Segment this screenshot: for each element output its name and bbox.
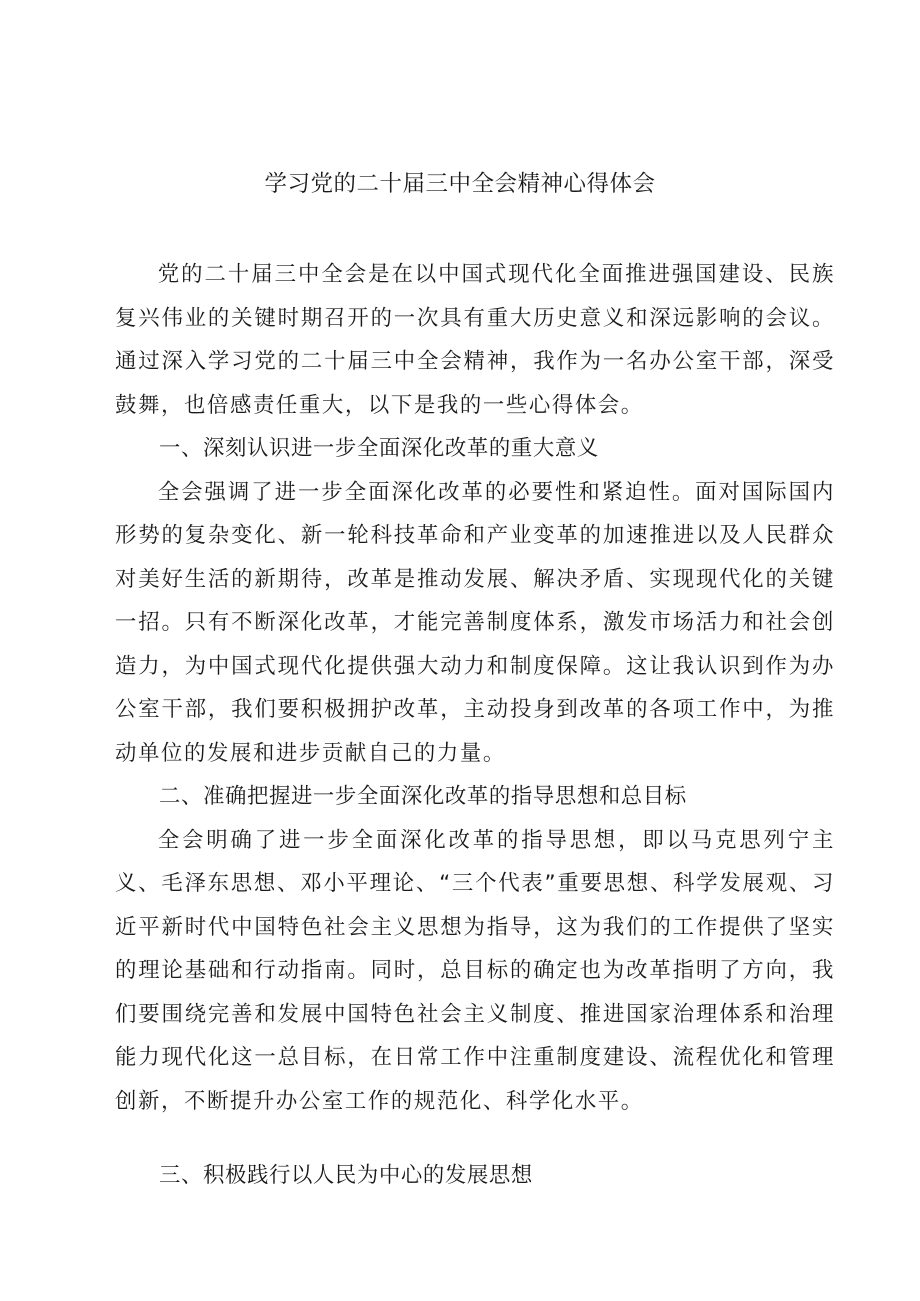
- document-body: [115, 253, 835, 1198]
- section-paragraph-1: 全会强调了进一步全面深化改革的必要性和紧迫性。面对国际国内形势的复杂变化、新一轮科技革命和产业变革的加速推进以及人民群众对美好生活的新期待，改革是推动发展、解决矛盾、实现现代化的关键一招。只有不断深化改革，才能完善制度体系，激发市场活力和社会创造力，为中国式现代化提供强大动力和制度保障。这让我认识到作为办公室干部，我们要积极拥护改革，主动投身到改革的各项工作中，为推动单位的发展和进步贡献自己的力量。: [115, 479, 835, 766]
- section-paragraph-2: 全会明确了进一步全面深化改革的指导思想，即以马克思列宁主义、毛泽东思想、邓小平理论、“三个代表”重要思想、科学发展观、习近平新时代中国特色社会主义思想为指导，这为我们的工作提供了坚实的理论基础和行动指南。同时，总目标的确定也为改革指明了方向，我们要围绕完善和发展中国特色社会主义制度、推进国家治理体系和治理能力现代化这一总目标，在日常工作中注重制度建设、流程优化和管理创新，不断提升办公室工作的规范化、科学化水平。: [115, 827, 835, 1114]
- section-heading-3: 三、积极践行以人民为中心的发展思想: [159, 1163, 533, 1188]
- section-heading-2: 二、准确把握进一步全面深化改革的指导思想和总目标: [159, 784, 687, 809]
- section-heading-1: 一、深刻认识进一步全面深化改革的重大意义: [159, 436, 599, 461]
- section-spacer: [115, 1123, 835, 1154]
- intro-paragraph: 党的二十届三中全会是在以中国式现代化全面推进强国建设、民族复兴伟业的关键时期召开的一次具有重大历史意义和深远影响的会议。通过深入学习党的二十届三中全会精神，我作为一名办公室干部，深受鼓舞，也倍感责任重大，以下是我的一些心得体会。: [115, 262, 835, 418]
- document-title: 学习党的二十届三中全会精神心得体会: [264, 171, 656, 197]
